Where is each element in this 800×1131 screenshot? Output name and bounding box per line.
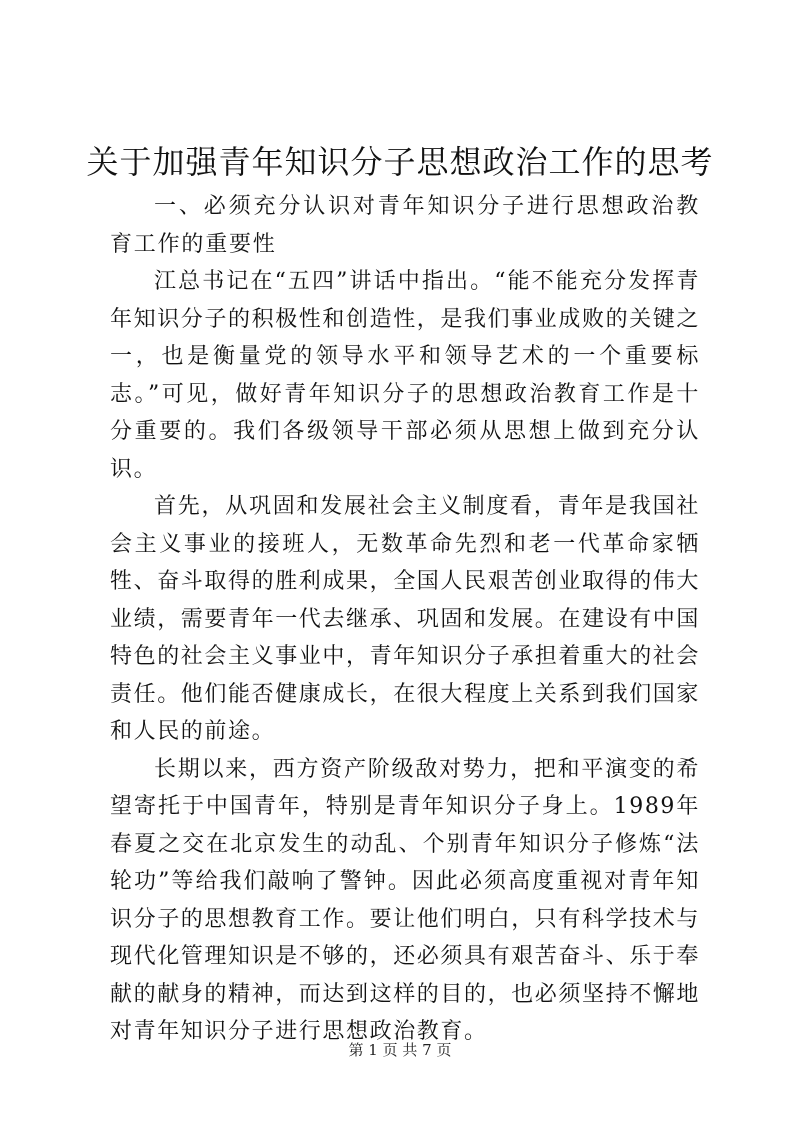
page-footer: 第 1 页 共 7 页 [348,1041,452,1059]
paragraph-1: 江总书记在“五四”讲话中指出。“能不能充分发挥青年知识分子的积极性和创造性，是我们事业成败的关键之一，也是衡量党的领导水平和领导艺术的一个重要标志。”可见，做好青年知识分子的思想政治教育工作是十分重要的。我们各级领导干部必须从思想上做到充分认识。 [110,269,701,482]
paragraph-2: 首先，从巩固和发展社会主义制度看，青年是我国社会主义事业的接班人，无数革命先烈和老一代革命家牺牲、奋斗取得的胜利成果，全国人民艰苦创业取得的伟大业绩，需要青年一代去继承、巩固和发展。在建设有中国特色的社会主义事业中，青年知识分子承担着重大的社会责任。他们能否健康成长，在很大程度上关系到我们国家和人民的前途。 [110,494,701,744]
section-heading: 一、必须充分认识对青年知识分子进行思想政治教育工作的重要性 [110,194,700,257]
document-title: 关于加强青年知识分子思想政治工作的思考 [86,143,714,181]
document-body [110,188,700,1051]
paragraph-3: 长期以来，西方资产阶级敌对势力，把和平演变的希望寄托于中国青年，特别是青年知识分子身上。1989年春夏之交在北京发生的动乱、个别青年知识分子修炼“法轮功”等给我们敲响了警钟。因此必须高度重视对青年知识分子的思想教育工作。要让他们明白，只有科学技术与现代化管理知识是不够的，还必须具有艰苦奋斗、乐于奉献的献身的精神，而达到这样的目的，也必须坚持不懈地对青年知识分子进行思想政治教育。 [110,756,701,1044]
